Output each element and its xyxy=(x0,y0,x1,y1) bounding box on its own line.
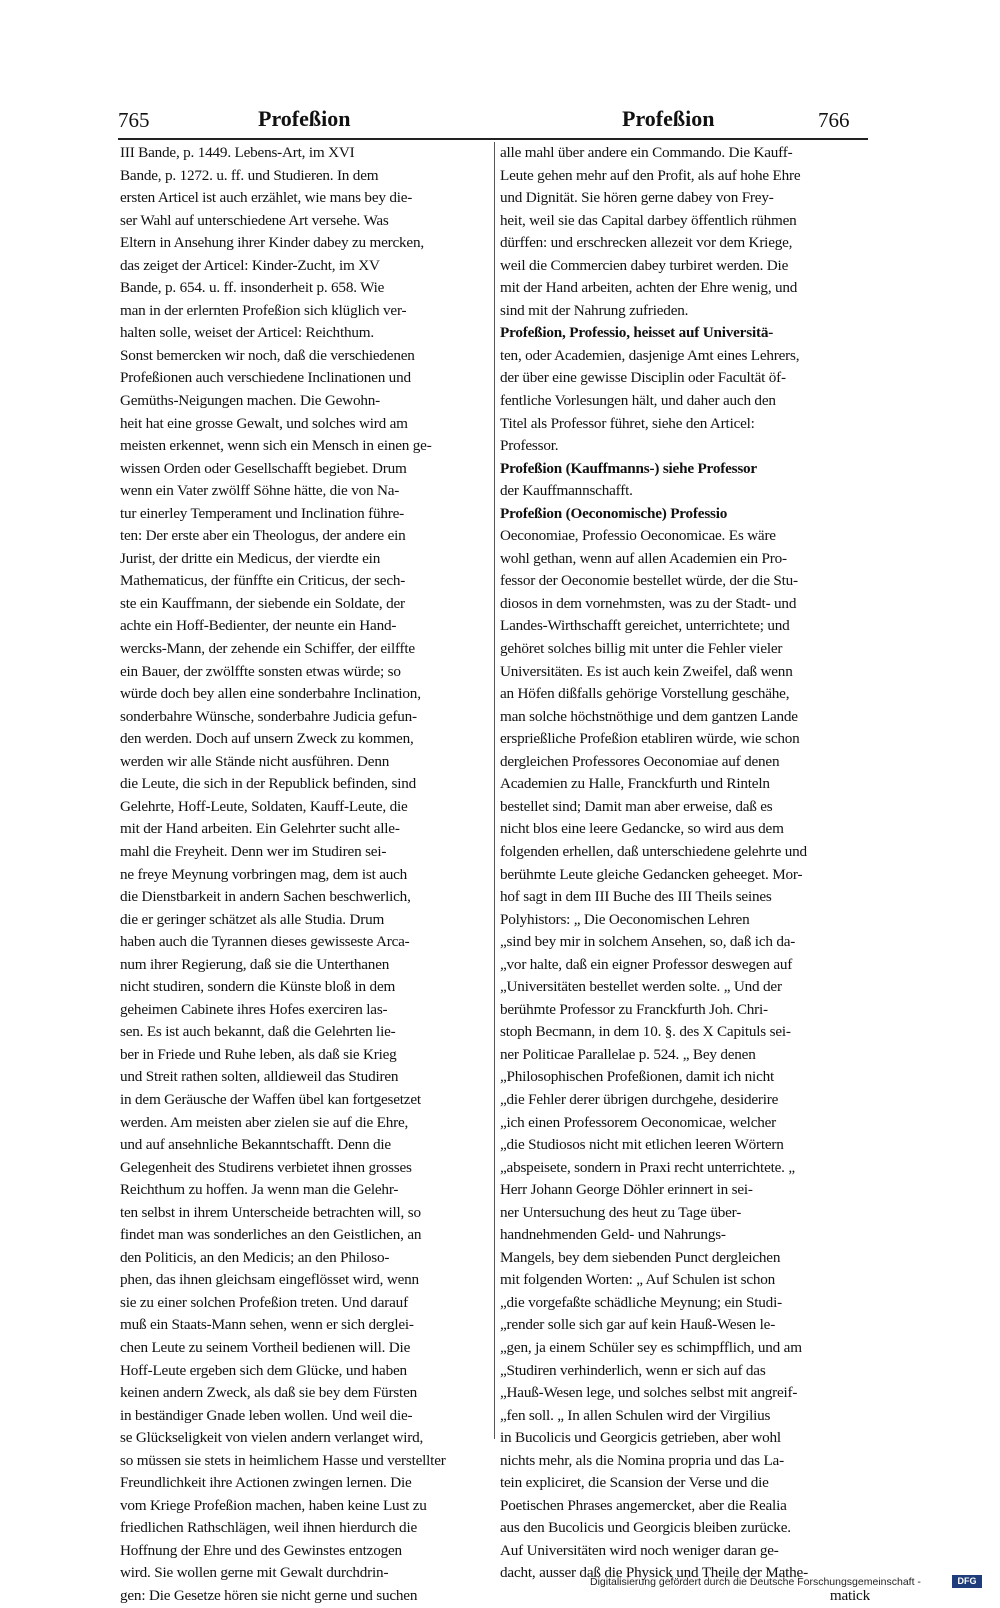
text-line: mit der Hand arbeiten. Ein Gelehrter sucht alle- xyxy=(120,820,400,838)
text-line: ber in Friede und Ruhe leben, als daß sie Krieg xyxy=(120,1045,397,1063)
text-line: man solche höchstnöthige und dem gantzen Lande xyxy=(500,707,798,725)
text-line: wissen Orden oder Gesellschafft begiebet. Drum xyxy=(120,459,407,477)
text-line: aus den Bucolicis und Georgicis bleiben zurücke. xyxy=(500,1519,791,1537)
text-line: der über eine gewisse Disciplin oder Facultät öf- xyxy=(500,369,786,387)
text-line: würde doch bey allen eine sonderbahre Inclination, xyxy=(120,685,421,703)
text-line: findet man was sonderliches an den Geistlichen, an xyxy=(120,1226,422,1244)
text-line: Mathematicus, der fünffte ein Criticus, der sech- xyxy=(120,572,406,590)
text-line: achte ein Hoff-Bedienter, der neunte ein Hand- xyxy=(120,617,397,635)
text-line: nichts mehr, als die Nomina propria und das La- xyxy=(500,1451,784,1469)
text-line: num ihrer Regierung, daß sie die Unterthanen xyxy=(120,955,390,973)
text-line: ner Politicae Parallelae p. 524. „ Bey denen xyxy=(500,1045,756,1063)
right-running-head: Profeßion xyxy=(622,106,715,131)
text-line: Gelehrte, Hoff-Leute, Soldaten, Kauff-Leute, die xyxy=(120,797,408,815)
text-line: hof sagt in dem III Buche des III Theils seines xyxy=(500,888,772,906)
text-line: Bande, p. 654. u. ff. insonderheit p. 658. Wie xyxy=(120,279,385,297)
text-line: Reichthum zu hoffen. Ja wenn man die Gelehr- xyxy=(120,1181,399,1199)
text-line: ten selbst in ihrem Unterscheide betrachten will, so xyxy=(120,1203,421,1221)
text-line: und Streit rathen solten, alldieweil das Studiren xyxy=(120,1068,399,1086)
text-line: wercks-Mann, der zehende ein Schiffer, der eilffte xyxy=(120,640,415,658)
text-line: chen Leute zu seinem Vortheil bedienen will. Die xyxy=(120,1338,411,1356)
text-line: ersprießliche Profeßion etabliren würde, wie schon xyxy=(500,730,800,748)
text-line: ner Untersuchung des heut zu Tage über- xyxy=(500,1203,742,1221)
text-line: halten solle, weiset der Articel: Reichthum. xyxy=(120,324,374,342)
text-line: keinen andern Zweck, als daß sie bey dem Fürsten xyxy=(120,1384,418,1402)
text-line: se Glückseligkeit von vielen andern verlanget wird, xyxy=(120,1429,424,1447)
text-line: heit hat eine grosse Gewalt, und solches wird am xyxy=(120,414,408,432)
text-line: Jurist, der dritte ein Medicus, der vierdte ein xyxy=(120,549,381,567)
text-line: die Leute, die sich in der Republick befinden, sind xyxy=(120,775,416,793)
text-line: sonderbahre Wünsche, sonderbahre Judicia gefun- xyxy=(120,707,417,725)
text-line: Profeßion (Kauffmanns-) siehe Professor xyxy=(500,459,757,477)
text-line: Auf Universitäten wird noch weniger daran ge- xyxy=(500,1541,779,1559)
text-line: weil die Commercien dabey turbiret werden. Die xyxy=(500,256,789,274)
text-line: mit der Hand arbeiten, achten der Ehre wenig, und xyxy=(500,279,798,297)
text-line: „sind bey mir in solchem Ansehen, so, daß ich da- xyxy=(500,933,796,951)
text-line: die Dienstbarkeit in andern Sachen beschwerlich, xyxy=(120,888,411,906)
text-line: sen. Es ist auch bekannt, daß die Gelehrten lie- xyxy=(120,1023,396,1041)
text-line: bestellet sind; Damit man aber erweise, daß es xyxy=(500,797,773,815)
text-line: berühmte Professor zu Franckfurth Joh. Chri- xyxy=(500,1000,768,1018)
text-line: die er geringer schätzet als alle Studia. Drum xyxy=(120,910,385,928)
text-line: Titel als Professor führet, siehe den Articel: xyxy=(500,414,755,432)
text-line: handnehmenden Geld- und Nahrungs- xyxy=(500,1226,726,1244)
text-line: fessor der Oeconomie bestellet würde, der die Stu- xyxy=(500,572,798,590)
text-line: „abspeisete, sondern in Praxi recht unterrichtete. „ xyxy=(500,1158,795,1176)
text-line: werden. Am meisten aber zielen sie auf die Ehre, xyxy=(120,1113,409,1131)
text-line: Bande, p. 1272. u. ff. und Studieren. In dem xyxy=(120,166,379,184)
text-line: ne freye Meynung vorbringen mag, dem ist auch xyxy=(120,865,408,883)
text-line: sie zu einer solchen Profeßion treten. Und darauf xyxy=(120,1293,408,1311)
text-line: in beständiger Gnade leben wollen. Und weil die- xyxy=(120,1406,413,1424)
text-line: „fen soll. „ In allen Schulen wird der Virgilius xyxy=(500,1406,771,1424)
text-line: Eltern in Ansehung ihrer Kinder dabey zu mercken, xyxy=(120,234,424,252)
text-line: in Bucolicis und Georgicis getrieben, aber wohl xyxy=(500,1429,781,1447)
text-line: dergleichen Professores Oeconomiae auf denen xyxy=(500,752,780,770)
text-line: tur einerley Temperament und Inclination führe- xyxy=(120,504,405,522)
text-line: Profeßion, Professio, heisset auf Universitä- xyxy=(500,324,774,342)
text-line: berühmte Leute gleiche Gedancken geheeget. Mor- xyxy=(500,865,803,883)
header-rule xyxy=(118,138,868,140)
text-line: Herr Johann George Döhler erinnert in sei- xyxy=(500,1181,753,1199)
text-line: in dem Geräusche der Waffen übel kan fortgesetzet xyxy=(120,1090,421,1108)
text-line: und Dignität. Sie hören gerne dabey von Frey- xyxy=(500,189,774,207)
text-line: wohl gethan, wenn auf allen Academien ein Pro- xyxy=(500,549,787,567)
text-line: Professor. xyxy=(500,437,559,455)
text-line: „Universitäten bestellet werden solte. „ Und der xyxy=(500,978,782,996)
text-line: wenn ein Vater zwölff Söhne hätte, die von Na- xyxy=(120,482,400,500)
text-line: ser Wahl auf unterschiedene Art versehe. Was xyxy=(120,211,389,229)
text-line: und auf ansehnliche Bekanntschafft. Denn die xyxy=(120,1136,391,1154)
text-line: Universitäten. Es ist auch kein Zweifel, daß wenn xyxy=(500,662,793,680)
text-line: Gelegenheit des Studirens verbietet ihnen grosses xyxy=(120,1158,412,1176)
text-line: folgenden erhellen, daß unterschiedene gelehrte und xyxy=(500,842,807,860)
text-line: Hoff-Leute ergeben sich dem Glücke, und haben xyxy=(120,1361,407,1379)
text-line: Poetischen Phrases angemercket, aber die Realia xyxy=(500,1496,787,1514)
text-line: „ich einen Professorem Oeconomicae, welcher xyxy=(500,1113,777,1131)
text-line: III Bande, p. 1449. Lebens-Art, im XVI xyxy=(120,144,355,161)
text-line: Landes-Wirthschafft gereichet, unterrichtete; und xyxy=(500,617,790,635)
text-line: sind mit der Nahrung zufrieden. xyxy=(500,301,689,319)
text-line: gehöret solches billig mit unter die Fehler vieler xyxy=(500,640,783,658)
text-line: „Studiren verhinderlich, wenn er sich auf das xyxy=(500,1361,766,1379)
text-line: haben auch die Tyrannen dieses gewisseste Arca- xyxy=(120,933,410,951)
text-line: man in der erlernten Profeßion sich klüglich ver- xyxy=(120,301,407,319)
text-line: Freundlichkeit ihre Actionen zwingen lernen. Die xyxy=(120,1474,412,1492)
text-line: Hoffnung der Ehre und des Gewinstes entzogen xyxy=(120,1541,402,1559)
text-line: der Kauffmannschafft. xyxy=(500,482,633,500)
text-line: Leute gehen mehr auf den Profit, als auf hohe Ehre xyxy=(500,166,801,184)
text-line: geheimen Cabinete ihres Hofes exerciren las- xyxy=(120,1000,388,1018)
text-line: den werden. Doch auf unsern Zweck zu kommen, xyxy=(120,730,414,748)
dfg-logo: DFG xyxy=(952,1575,982,1588)
text-line: matick xyxy=(829,1587,870,1604)
text-line: stoph Becmann, in dem 10. §. des X Capituls sei- xyxy=(500,1023,791,1041)
text-line: diosos in dem vornehmsten, was zu der Stadt- und xyxy=(500,594,797,612)
column-divider xyxy=(494,142,495,1439)
text-line: „gen, ja einem Schüler sey es schimpfflich, und am xyxy=(500,1338,802,1356)
text-line: werden wir alle Stände nicht ausführen. Denn xyxy=(120,752,390,770)
text-line: an Höfen dißfalls gehörige Vorstellung geschähe, xyxy=(500,685,790,703)
text-line: „die Studiosos nicht mit etlichen leeren Wörtern xyxy=(500,1136,784,1154)
text-line: gen: Die Gesetze hören sie nicht gerne und suchen xyxy=(120,1587,418,1604)
text-line: „render solle sich gar auf kein Hauß-Wesen le- xyxy=(500,1316,776,1334)
text-line: Profeßion (Oeconomische) Professio xyxy=(500,504,728,522)
right-column xyxy=(500,142,870,1608)
text-line: nicht blos eine leere Gedancke, so wird aus dem xyxy=(500,820,784,838)
text-line: wird. Sie wollen gerne mit Gewalt durchdrin- xyxy=(120,1564,389,1582)
text-line: tein expliciret, die Scansion der Verse und die xyxy=(500,1474,769,1492)
text-line: ste ein Kauffmann, der siebende ein Soldate, der xyxy=(120,594,405,612)
text-line: das zeiget der Articel: Kinder-Zucht, im XV xyxy=(120,256,380,274)
text-line: so müssen sie stets in heimlichem Hasse und verstellter xyxy=(120,1451,446,1469)
text-line: ersten Articel ist auch erzählet, wie mans bey die- xyxy=(120,189,413,207)
text-line: vom Kriege Profeßion machen, haben keine Lust zu xyxy=(120,1496,427,1514)
text-line: dacht, ausser daß die Physick und Theile der Mathe- xyxy=(500,1564,808,1582)
footer-credit: Digitalisierung gefördert durch die Deutsche Forschungsgemeinschaft - xyxy=(590,1576,921,1588)
text-line: nicht studiren, sondern die Künste bloß in dem xyxy=(120,978,396,996)
text-line: fentliche Vorlesungen hält, und daher auch den xyxy=(500,392,776,410)
text-line: Sonst bemercken wir noch, daß die verschiedenen xyxy=(120,346,415,364)
text-line: Profeßionen auch verschiedene Inclinationen und xyxy=(120,369,411,387)
text-line: ten, oder Academien, dasjenige Amt eines Lehrers, xyxy=(500,346,800,364)
text-line: dürffen: und erschrecken allezeit vor dem Kriege, xyxy=(500,234,793,252)
left-running-head: Profeßion xyxy=(258,106,351,131)
text-line: mit folgenden Worten: „ Auf Schulen ist schon xyxy=(500,1271,776,1289)
text-line: ein Bauer, der zwölffte sonsten etwas würde; so xyxy=(120,662,401,680)
text-line: Gemüths-Neigungen machen. Die Gewohn- xyxy=(120,392,380,410)
text-line: den Politicis, an den Medicis; an den Philoso- xyxy=(120,1248,390,1266)
text-line: Mangels, bey dem siebenden Punct dergleichen xyxy=(500,1248,781,1266)
text-line: „vor halte, daß ein eigner Professor deswegen auf xyxy=(500,955,793,973)
text-line: Academien zu Halle, Franckfurth und Rinteln xyxy=(500,775,770,793)
left-column xyxy=(120,142,490,1608)
text-line: „Philosophischen Profeßionen, damit ich nicht xyxy=(500,1068,775,1086)
text-line: Oeconomiae, Professio Oeconomicae. Es wäre xyxy=(500,527,776,545)
text-line: „Hauß-Wesen lege, und solches selbst mit angreif- xyxy=(500,1384,798,1402)
text-line: Polyhistors: „ Die Oeconomischen Lehren xyxy=(500,910,750,928)
text-line: meisten erkennet, wenn sich ein Mensch in einen ge- xyxy=(120,437,432,455)
right-page-number: 766 xyxy=(818,108,850,132)
text-line: friedlichen Rathschlägen, weil ihnen hierdurch die xyxy=(120,1519,418,1537)
text-line: mahl die Freyheit. Denn wer im Studiren sei- xyxy=(120,842,387,860)
text-line: „die vorgefaßte schädliche Meynung; ein Studi- xyxy=(500,1293,782,1311)
text-line: phen, das ihnen gleichsam eingeflösset wird, wenn xyxy=(120,1271,419,1289)
left-page-number: 765 xyxy=(118,108,150,132)
text-line: muß ein Staats-Mann sehen, wenn er sich derglei- xyxy=(120,1316,414,1334)
text-line: alle mahl über andere ein Commando. Die Kauff- xyxy=(500,144,793,161)
text-line: ten: Der erste aber ein Theologus, der andere ein xyxy=(120,527,406,545)
text-line: „die Fehler derer übrigen durchgehe, desiderire xyxy=(500,1090,779,1108)
text-line: heit, weil sie das Capital darbey öffentlich rühmen xyxy=(500,211,797,229)
